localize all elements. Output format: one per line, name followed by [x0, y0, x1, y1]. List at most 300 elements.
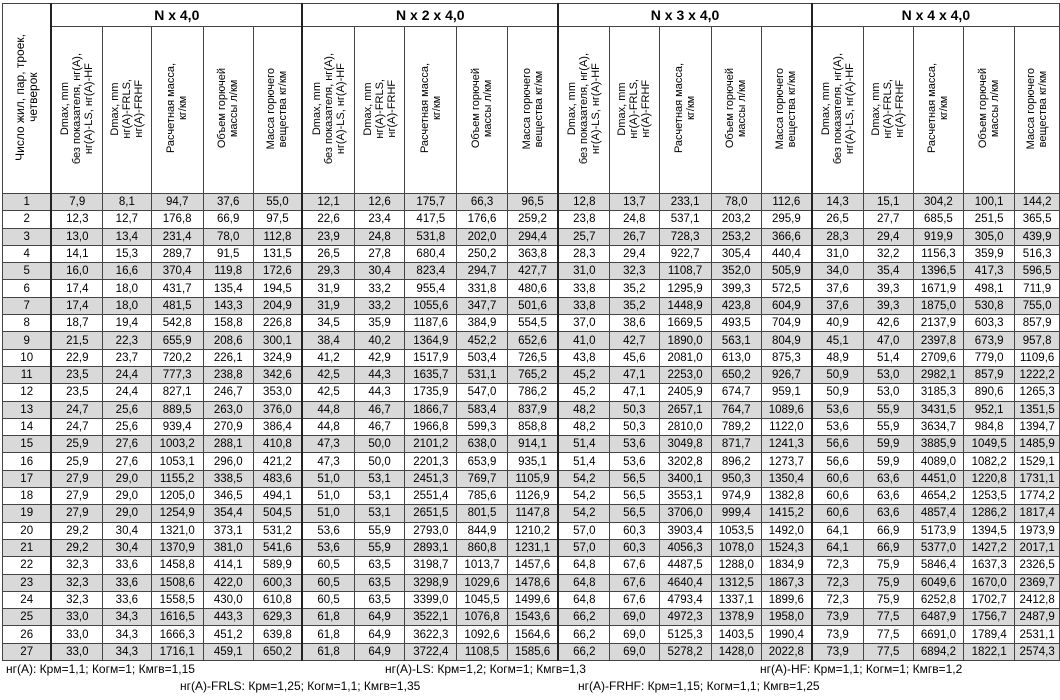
table-cell: 29,3	[302, 263, 354, 280]
table-cell: 56,6	[812, 453, 863, 470]
table-cell: 32,3	[51, 574, 102, 591]
table-cell: 984,8	[964, 418, 1015, 435]
table-cell: 1013,7	[457, 557, 507, 574]
table-cell: 2201,3	[405, 453, 457, 470]
sub-header-g2-c1: Dmax, mm без показателя, нг(А), нг(А)-LS, нг(А)-HF	[302, 27, 354, 194]
table-cell: 172,6	[253, 263, 302, 280]
table-cell: 516,3	[1015, 245, 1060, 262]
table-row	[3, 591, 1060, 608]
row-number-cell: 21	[3, 539, 52, 556]
table-cell: 1485,9	[1015, 436, 1060, 453]
table-cell: 42,5	[302, 384, 354, 401]
table-cell: 35,2	[610, 280, 659, 297]
table-cell: 69,0	[610, 626, 659, 643]
table-cell: 4654,2	[913, 488, 963, 505]
sub-header-g3-c2: Dmax, mm нг(А)-FRLS, нг(А)-FRHF	[610, 27, 659, 194]
sub-header-g1-c1: Dmax, mm без показателя, нг(А), нг(А)-LS, нг(А)-HF	[51, 27, 102, 194]
table-cell: 2101,2	[405, 436, 457, 453]
table-cell: 1147,8	[507, 505, 558, 522]
table-cell: 46,7	[354, 401, 404, 418]
table-cell: 64,9	[354, 626, 404, 643]
table-cell: 542,8	[151, 315, 203, 332]
table-cell: 75,9	[863, 574, 913, 591]
table-cell: 1427,2	[964, 539, 1015, 556]
group-header-4: N x 4 x 4,0	[812, 4, 1060, 27]
table-cell: 1055,6	[405, 297, 457, 314]
table-cell: 29,2	[51, 539, 102, 556]
cable-data-table-wrapper	[2, 3, 1060, 661]
table-cell: 610,8	[253, 591, 302, 608]
table-cell: 423,8	[711, 297, 761, 314]
table-cell: 1499,6	[507, 591, 558, 608]
table-cell: 1394,7	[1015, 418, 1060, 435]
row-number-cell: 15	[3, 436, 52, 453]
table-cell: 48,2	[558, 418, 609, 435]
table-cell: 53,6	[610, 436, 659, 453]
table-cell: 60,6	[812, 505, 863, 522]
table-cell: 50,0	[354, 453, 404, 470]
table-cell: 1731,1	[1015, 470, 1060, 487]
table-cell: 60,3	[610, 522, 659, 539]
table-cell: 604,9	[761, 297, 811, 314]
table-cell: 29,2	[51, 522, 102, 539]
table-cell: 35,4	[863, 263, 913, 280]
table-cell: 54,2	[558, 470, 609, 487]
table-cell: 53,6	[812, 401, 863, 418]
table-cell: 29,0	[103, 505, 151, 522]
table-cell: 1122,0	[761, 418, 811, 435]
table-cell: 176,8	[151, 211, 203, 228]
table-cell: 5377,0	[913, 539, 963, 556]
table-cell: 30,4	[354, 263, 404, 280]
table-cell: 45,2	[558, 366, 609, 383]
table-cell: 440,4	[761, 245, 811, 262]
table-cell: 381,0	[203, 539, 253, 556]
table-cell: 135,4	[203, 280, 253, 297]
table-cell: 483,6	[253, 470, 302, 487]
table-cell: 6894,2	[913, 643, 963, 660]
table-cell: 44,8	[302, 418, 354, 435]
table-cell: 33,8	[558, 280, 609, 297]
table-cell: 61,8	[302, 609, 354, 626]
table-cell: 13,0	[51, 228, 102, 245]
table-cell: 896,2	[711, 453, 761, 470]
table-cell: 1822,1	[964, 643, 1015, 660]
table-cell: 431,7	[151, 280, 203, 297]
row-number-cell: 7	[3, 297, 52, 314]
table-cell: 599,3	[457, 418, 507, 435]
footer-line-1	[0, 661, 1060, 678]
table-cell: 505,9	[761, 263, 811, 280]
sub-header-g1-c2: Dmax, mm нг(А)-FRLS, нг(А)-FRHF	[103, 27, 151, 194]
table-cell: 35,2	[610, 297, 659, 314]
table-cell: 1558,5	[151, 591, 203, 608]
table-cell: 5125,3	[659, 626, 711, 643]
table-cell: 1220,8	[964, 470, 1015, 487]
table-cell: 1108,7	[659, 263, 711, 280]
table-cell: 67,6	[610, 574, 659, 591]
table-cell: 33,2	[354, 297, 404, 314]
table-cell: 66,3	[457, 194, 507, 211]
table-cell: 3298,9	[405, 574, 457, 591]
table-cell: 56,5	[610, 505, 659, 522]
table-cell: 922,7	[659, 245, 711, 262]
sub-header-g2-c5: Масса горючего вещества кг/км	[507, 27, 558, 194]
table-cell: 54,2	[558, 505, 609, 522]
table-cell: 34,3	[103, 626, 151, 643]
table-cell: 720,2	[151, 349, 203, 366]
table-row	[3, 574, 1060, 591]
sub-header-g2-c3: Расчетная масса, кг/км	[405, 27, 457, 194]
table-cell: 56,6	[812, 436, 863, 453]
table-cell: 28,3	[812, 228, 863, 245]
table-cell: 952,1	[964, 401, 1015, 418]
table-cell: 38,6	[610, 315, 659, 332]
table-cell: 6487,9	[913, 609, 963, 626]
table-cell: 53,6	[302, 522, 354, 539]
table-cell: 353,0	[253, 384, 302, 401]
table-cell: 15,3	[103, 245, 151, 262]
table-cell: 1321,0	[151, 522, 203, 539]
table-cell: 44,3	[354, 384, 404, 401]
table-cell: 1045,5	[457, 591, 507, 608]
sub-header-g2-c4: Объем горючей массы л/км	[457, 27, 507, 194]
table-cell: 29,0	[103, 488, 151, 505]
table-cell: 2793,0	[405, 522, 457, 539]
table-cell: 779,0	[964, 349, 1015, 366]
group-header-3: N x 3 x 4,0	[558, 4, 811, 27]
row-number-cell: 23	[3, 574, 52, 591]
table-cell: 53,6	[610, 453, 659, 470]
table-cell: 563,1	[711, 332, 761, 349]
table-row	[3, 643, 1060, 660]
table-cell: 50,0	[354, 436, 404, 453]
footer-coef-ng-a-hf: нг(А)-HF: Крм=1,1; Когм=1; Кмгв=1,2	[760, 662, 963, 676]
table-cell: 1716,1	[151, 643, 203, 660]
table-cell: 8,1	[103, 194, 151, 211]
table-cell: 300,1	[253, 332, 302, 349]
table-cell: 1973,9	[1015, 522, 1060, 539]
table-cell: 789,2	[711, 418, 761, 435]
table-cell: 1958,0	[761, 609, 811, 626]
table-cell: 2405,9	[659, 384, 711, 401]
table-cell: 97,5	[253, 211, 302, 228]
footer-line-2	[0, 678, 1060, 695]
table-cell: 384,9	[457, 315, 507, 332]
row-number-cell: 25	[3, 609, 52, 626]
table-cell: 64,8	[558, 591, 609, 608]
table-cell: 24,4	[103, 366, 151, 383]
table-cell: 1866,7	[405, 401, 457, 418]
sub-header-g4-c1: Dmax, mm без показателя, нг(А), нг(А)-LS, нг(А)-HF	[812, 27, 863, 194]
table-cell: 1273,7	[761, 453, 811, 470]
table-cell: 238,8	[203, 366, 253, 383]
table-cell: 25,9	[51, 453, 102, 470]
table-cell: 66,2	[558, 609, 609, 626]
table-cell: 857,9	[1015, 315, 1060, 332]
table-cell: 531,8	[405, 228, 457, 245]
row-number-cell: 26	[3, 626, 52, 643]
table-cell: 417,3	[964, 263, 1015, 280]
table-row	[3, 418, 1060, 435]
table-cell: 27,6	[103, 436, 151, 453]
table-cell: 2657,1	[659, 401, 711, 418]
table-cell: 430,0	[203, 591, 253, 608]
table-cell: 2810,0	[659, 418, 711, 435]
table-row	[3, 228, 1060, 245]
table-cell: 359,9	[964, 245, 1015, 262]
table-cell: 25,6	[103, 418, 151, 435]
table-cell: 194,5	[253, 280, 302, 297]
table-cell: 1789,4	[964, 626, 1015, 643]
table-cell: 40,2	[354, 332, 404, 349]
table-cell: 2017,1	[1015, 539, 1060, 556]
table-cell: 77,5	[863, 626, 913, 643]
table-cell: 67,6	[610, 591, 659, 608]
table-cell: 3399,0	[405, 591, 457, 608]
row-number-cell: 10	[3, 349, 52, 366]
table-cell: 439,9	[1015, 228, 1060, 245]
table-cell: 1457,6	[507, 557, 558, 574]
table-cell: 376,0	[253, 401, 302, 418]
table-cell: 33,0	[51, 643, 102, 660]
table-cell: 270,9	[203, 418, 253, 435]
table-cell: 60,6	[812, 470, 863, 487]
table-cell: 26,5	[302, 245, 354, 262]
table-cell: 1458,8	[151, 557, 203, 574]
table-cell: 711,9	[1015, 280, 1060, 297]
table-cell: 112,8	[253, 228, 302, 245]
table-cell: 541,6	[253, 539, 302, 556]
table-cell: 37,6	[203, 194, 253, 211]
table-cell: 53,1	[354, 470, 404, 487]
table-cell: 1265,3	[1015, 384, 1060, 401]
table-cell: 64,8	[558, 557, 609, 574]
table-cell: 64,9	[354, 609, 404, 626]
table-cell: 289,7	[151, 245, 203, 262]
table-cell: 4793,4	[659, 591, 711, 608]
table-cell: 45,1	[812, 332, 863, 349]
table-cell: 1394,5	[964, 522, 1015, 539]
row-number-cell: 11	[3, 366, 52, 383]
table-cell: 2982,1	[913, 366, 963, 383]
table-cell: 60,5	[302, 574, 354, 591]
row-number-cell: 1	[3, 194, 52, 211]
table-row	[3, 297, 1060, 314]
table-cell: 47,0	[863, 332, 913, 349]
table-cell: 1364,9	[405, 332, 457, 349]
table-cell: 24,7	[51, 401, 102, 418]
table-cell: 638,0	[457, 436, 507, 453]
table-cell: 600,3	[253, 574, 302, 591]
table-cell: 37,6	[812, 280, 863, 297]
table-cell: 27,8	[354, 245, 404, 262]
table-cell: 919,9	[913, 228, 963, 245]
table-cell: 51,0	[302, 488, 354, 505]
table-cell: 338,5	[203, 470, 253, 487]
table-cell: 51,0	[302, 505, 354, 522]
table-cell: 3634,7	[913, 418, 963, 435]
table-cell: 1205,0	[151, 488, 203, 505]
table-cell: 233,1	[659, 194, 711, 211]
table-cell: 331,8	[457, 280, 507, 297]
table-cell: 5173,9	[913, 522, 963, 539]
table-cell: 23,8	[558, 211, 609, 228]
sub-header-g3-c3: Расчетная масса, кг/км	[659, 27, 711, 194]
table-cell: 1524,3	[761, 539, 811, 556]
table-cell: 493,5	[711, 315, 761, 332]
table-cell: 1253,5	[964, 488, 1015, 505]
table-cell: 53,0	[863, 384, 913, 401]
table-cell: 55,9	[863, 418, 913, 435]
table-cell: 373,1	[203, 522, 253, 539]
table-cell: 685,5	[913, 211, 963, 228]
table-cell: 366,6	[761, 228, 811, 245]
table-cell: 30,4	[103, 539, 151, 556]
table-cell: 57,0	[558, 522, 609, 539]
table-cell: 66,2	[558, 643, 609, 660]
table-cell: 63,6	[863, 470, 913, 487]
table-cell: 1564,6	[507, 626, 558, 643]
table-cell: 655,9	[151, 332, 203, 349]
table-cell: 3049,8	[659, 436, 711, 453]
table-cell: 14,1	[51, 245, 102, 262]
table-cell: 18,7	[51, 315, 102, 332]
table-row	[3, 384, 1060, 401]
table-cell: 176,6	[457, 211, 507, 228]
row-number-cell: 16	[3, 453, 52, 470]
table-cell: 231,4	[151, 228, 203, 245]
table-cell: 764,7	[711, 401, 761, 418]
group-header-2: N x 2 x 4,0	[302, 4, 558, 27]
table-body	[3, 194, 1060, 661]
coefficients-footer	[0, 661, 1060, 695]
table-cell: 42,6	[863, 315, 913, 332]
table-cell: 73,9	[812, 626, 863, 643]
table-cell: 12,3	[51, 211, 102, 228]
table-cell: 22,6	[302, 211, 354, 228]
table-cell: 531,1	[457, 366, 507, 383]
table-cell: 4089,0	[913, 453, 963, 470]
table-cell: 208,6	[203, 332, 253, 349]
table-cell: 51,0	[302, 470, 354, 487]
table-cell: 27,9	[51, 488, 102, 505]
sub-header-g2-c2: Dmax, mm нг(А)-FRLS, нг(А)-FRHF	[354, 27, 404, 194]
table-cell: 23,5	[51, 384, 102, 401]
table-cell: 926,7	[761, 366, 811, 383]
table-cell: 22,9	[51, 349, 102, 366]
table-cell: 26,5	[812, 211, 863, 228]
table-cell: 386,4	[253, 418, 302, 435]
table-cell: 1241,3	[761, 436, 811, 453]
row-number-cell: 13	[3, 401, 52, 418]
table-cell: 324,9	[253, 349, 302, 366]
table-cell: 305,4	[711, 245, 761, 262]
table-cell: 23,4	[354, 211, 404, 228]
table-cell: 530,8	[964, 297, 1015, 314]
table-cell: 589,9	[253, 557, 302, 574]
table-row	[3, 263, 1060, 280]
table-row	[3, 626, 1060, 643]
table-cell: 889,5	[151, 401, 203, 418]
table-cell: 2369,7	[1015, 574, 1060, 591]
table-cell: 596,5	[1015, 263, 1060, 280]
table-cell: 2412,8	[1015, 591, 1060, 608]
table-cell: 765,2	[507, 366, 558, 383]
table-cell: 77,5	[863, 643, 913, 660]
table-cell: 53,6	[812, 418, 863, 435]
table-cell: 59,9	[863, 436, 913, 453]
table-cell: 250,2	[457, 245, 507, 262]
table-cell: 2137,9	[913, 315, 963, 332]
row-number-cell: 4	[3, 245, 52, 262]
table-cell: 501,6	[507, 297, 558, 314]
group-header-1: N x 4,0	[51, 4, 302, 27]
footer-coef-ng-a-ls: нг(А)-LS: Крм=1,2; Когм=1; Кмгв=1,3	[385, 662, 586, 676]
table-cell: 131,5	[253, 245, 302, 262]
table-cell: 3706,0	[659, 505, 711, 522]
table-cell: 18,0	[103, 297, 151, 314]
table-cell: 25,9	[51, 436, 102, 453]
row-number-cell: 3	[3, 228, 52, 245]
table-cell: 34,5	[302, 315, 354, 332]
table-cell: 39,3	[863, 280, 913, 297]
table-cell: 204,9	[253, 297, 302, 314]
table-cell: 51,4	[558, 453, 609, 470]
table-cell: 60,6	[812, 488, 863, 505]
table-cell: 50,3	[610, 401, 659, 418]
table-cell: 69,0	[610, 643, 659, 660]
table-row	[3, 609, 1060, 626]
table-cell: 16,6	[103, 263, 151, 280]
row-number-cell: 27	[3, 643, 52, 660]
table-cell: 1670,0	[964, 574, 1015, 591]
cable-data-table	[2, 3, 1060, 661]
table-cell: 288,1	[203, 436, 253, 453]
table-cell: 63,6	[863, 505, 913, 522]
table-cell: 31,9	[302, 280, 354, 297]
table-cell: 61,8	[302, 626, 354, 643]
table-row	[3, 470, 1060, 487]
table-cell: 4972,3	[659, 609, 711, 626]
table-cell: 61,8	[302, 643, 354, 660]
row-number-cell: 17	[3, 470, 52, 487]
table-cell: 1635,7	[405, 366, 457, 383]
table-cell: 2551,4	[405, 488, 457, 505]
sub-header-g4-c2: Dmax, mm нг(А)-FRLS, нг(А)-FRHF	[863, 27, 913, 194]
table-cell: 1126,9	[507, 488, 558, 505]
table-cell: 1890,0	[659, 332, 711, 349]
table-cell: 53,1	[354, 488, 404, 505]
table-cell: 31,0	[558, 263, 609, 280]
sub-header-g1-c3: Расчетная масса, кг/км	[151, 27, 203, 194]
table-cell: 66,2	[558, 626, 609, 643]
table-cell: 63,5	[354, 557, 404, 574]
table-cell: 18,0	[103, 280, 151, 297]
footer-coef-ng-a-frls: нг(А)-FRLS: Крм=1,25; Когм=1,1; Кмгв=1,35	[180, 679, 421, 693]
table-cell: 1637,3	[964, 557, 1015, 574]
table-cell: 27,7	[863, 211, 913, 228]
table-cell: 1834,9	[761, 557, 811, 574]
table-cell: 1671,9	[913, 280, 963, 297]
table-cell: 451,2	[203, 626, 253, 643]
table-cell: 1875,0	[913, 297, 963, 314]
table-cell: 259,2	[507, 211, 558, 228]
table-cell: 554,5	[507, 315, 558, 332]
table-cell: 175,7	[405, 194, 457, 211]
row-number-cell: 24	[3, 591, 52, 608]
table-cell: 24,7	[51, 418, 102, 435]
